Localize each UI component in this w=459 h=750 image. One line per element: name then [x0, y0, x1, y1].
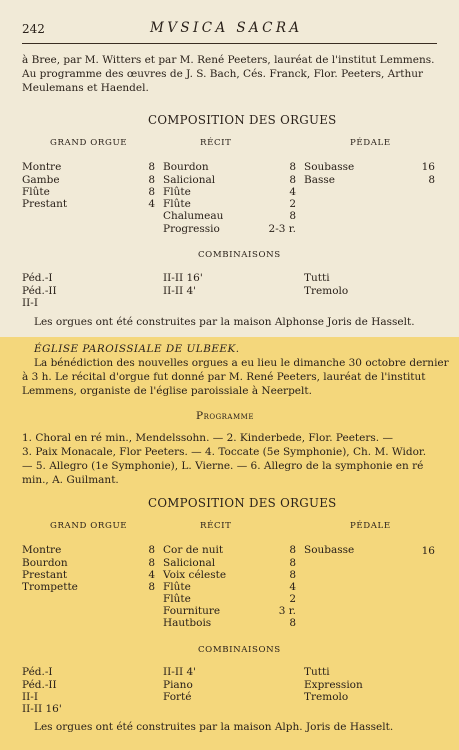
page-number: 242	[22, 22, 45, 36]
bottom-comb-3-2: Forté	[163, 691, 192, 703]
bottom-comb-4-1: II-II 16'	[22, 703, 62, 715]
top-col-head-pedale: PÉDALE	[350, 138, 391, 148]
bottom-comb-2-2: Piano	[163, 679, 193, 691]
page-top-section	[0, 0, 459, 337]
top-pedale-size-1: 16	[421, 161, 435, 173]
top-recit-size-2: 8	[289, 174, 296, 186]
top-go-stop-4: Prestant	[22, 198, 68, 210]
top-comb-3-1: II-I	[22, 297, 38, 309]
programme-line-2: 3. Paix Monacale, Flor Peeters. — 4. Toccate (5e Symphonie), Ch. M. Widor.	[22, 446, 427, 458]
bottom-go-size-1: 8	[148, 544, 155, 556]
top-comb-2-1: Péd.-II	[22, 285, 57, 297]
bottom-recit-size-4: 4	[289, 581, 296, 593]
bottom-go-size-4: 8	[148, 581, 155, 593]
top-go-size-3: 8	[148, 186, 155, 198]
top-intro-line-1: à Bree, par M. Witters et par M. René Peeters, lauréat de l'institut Lemmens.	[22, 54, 435, 66]
bottom-comb-1-3: Tutti	[304, 666, 330, 678]
top-intro-line-2: Au programme des œuvres de J. S. Bach, Cés. Franck, Flor. Peeters, Arthur	[22, 68, 424, 80]
top-pedale-stop-2: Basse	[304, 174, 335, 186]
bottom-recit-size-7: 8	[289, 617, 296, 629]
top-go-size-2: 8	[148, 174, 155, 186]
top-pedale-size-2: 8	[428, 174, 435, 186]
bottom-builder-line: Les orgues ont été construites par la maison Alph. Joris de Hasselt.	[34, 721, 394, 733]
highlighted-section	[0, 337, 459, 750]
top-pedale-stop-1: Soubasse	[304, 161, 355, 173]
bottom-col-head-recit: RÉCIT	[200, 521, 232, 531]
top-col-head-recit: RÉCIT	[200, 138, 232, 148]
top-comb-1-3: Tutti	[304, 272, 330, 284]
bottom-recit-size-2: 8	[289, 557, 296, 569]
top-recit-size-1: 8	[289, 161, 296, 173]
bottom-go-stop-4: Trompette	[22, 581, 78, 593]
top-comb-1-2: II-II 16'	[163, 272, 203, 284]
bottom-comb-2-3: Expression	[304, 679, 363, 691]
bottom-intro-line-2: à 3 h. Le récital d'orgue fut donné par M. René Peeters, lauréat de l'institut	[22, 371, 426, 383]
bottom-combinaisons-heading: COMBINAISONS	[198, 645, 281, 655]
top-recit-stop-2: Salicional	[163, 174, 216, 186]
bottom-go-stop-2: Bourdon	[22, 557, 68, 569]
bottom-col-head-grand-orgue: GRAND ORGUE	[50, 521, 128, 531]
top-recit-stop-6: Progressio	[163, 223, 220, 235]
top-recit-stop-5: Chalumeau	[163, 210, 224, 222]
top-combinaisons-heading: COMBINAISONS	[198, 250, 281, 260]
top-intro-line-3: Meulemans et Haendel.	[22, 82, 149, 94]
bottom-go-size-2: 8	[148, 557, 155, 569]
top-recit-size-3: 4	[289, 186, 296, 198]
top-comb-2-3: Tremolo	[304, 285, 349, 297]
bottom-go-stop-3: Prestant	[22, 569, 68, 581]
bottom-recit-size-6: 3 r.	[278, 605, 296, 617]
bottom-comb-2-1: Péd.-II	[22, 679, 57, 691]
bottom-recit-stop-2: Salicional	[163, 557, 216, 569]
top-recit-stop-4: Flûte	[163, 198, 191, 210]
top-go-size-4: 4	[148, 198, 155, 210]
top-recit-stop-1: Bourdon	[163, 161, 209, 173]
bottom-recit-size-3: 8	[289, 569, 296, 581]
top-builder-line: Les orgues ont été construites par la maison Alphonse Joris de Hasselt.	[34, 316, 415, 328]
journal-title: MVSICA SACRA	[150, 20, 303, 36]
header-rule	[22, 43, 437, 44]
bottom-comb-1-2: II-II 4'	[163, 666, 197, 678]
top-comb-2-2: II-II 4'	[163, 285, 197, 297]
top-go-stop-2: Gambe	[22, 174, 60, 186]
programme-line-3: — 5. Allegro (1e Symphonie), L. Vierne. — 6. Allegro de la symphonie en ré	[22, 460, 424, 472]
top-go-stop-3: Flûte	[22, 186, 50, 198]
bottom-go-stop-1: Montre	[22, 544, 62, 556]
programme-line-4: min., A. Guilmant.	[22, 474, 119, 486]
top-comb-1-1: Péd.-I	[22, 272, 53, 284]
bottom-heading: COMPOSITION DES ORGUES	[148, 496, 337, 510]
top-col-head-grand-orgue: GRAND ORGUE	[50, 138, 128, 148]
bottom-intro-line-1: La bénédiction des nouvelles orgues a eu lieu le dimanche 30 octobre dernier	[34, 357, 449, 369]
bottom-col-head-pedale: PÉDALE	[350, 521, 391, 531]
bottom-comb-1-1: Péd.-I	[22, 666, 53, 678]
programme-heading: Programme	[196, 410, 254, 422]
bottom-recit-size-5: 2	[289, 593, 296, 605]
bottom-comb-3-1: II-I	[22, 691, 38, 703]
bottom-pedale-stop-1: Soubasse	[304, 544, 355, 556]
bottom-recit-stop-6: Fourniture	[163, 605, 221, 617]
bottom-comb-3-3: Tremolo	[304, 691, 349, 703]
bottom-recit-stop-1: Cor de nuit	[163, 544, 224, 556]
top-recit-size-6: 2-3 r.	[268, 223, 296, 235]
top-recit-size-4: 2	[289, 198, 296, 210]
top-go-size-1: 8	[148, 161, 155, 173]
bottom-recit-size-1: 8	[289, 544, 296, 556]
top-heading: COMPOSITION DES ORGUES	[148, 113, 337, 127]
section-title: ÉGLISE PAROISSIALE DE ULBEEK.	[34, 343, 240, 355]
bottom-recit-stop-4: Flûte	[163, 581, 191, 593]
bottom-pedale-size-1: 16	[421, 545, 435, 557]
programme-line-1: 1. Choral en ré min., Mendelssohn. — 2. Kinderbede, Flor. Peeters. —	[22, 432, 393, 444]
bottom-recit-stop-3: Voix céleste	[163, 569, 227, 581]
bottom-intro-line-3: Lemmens, organiste de l'église paroissiale à Neerpelt.	[22, 385, 312, 397]
bottom-go-size-3: 4	[148, 569, 155, 581]
top-recit-size-5: 8	[289, 210, 296, 222]
bottom-recit-stop-5: Flûte	[163, 593, 191, 605]
top-recit-stop-3: Flûte	[163, 186, 191, 198]
top-go-stop-1: Montre	[22, 161, 62, 173]
bottom-recit-stop-7: Hautbois	[163, 617, 212, 629]
